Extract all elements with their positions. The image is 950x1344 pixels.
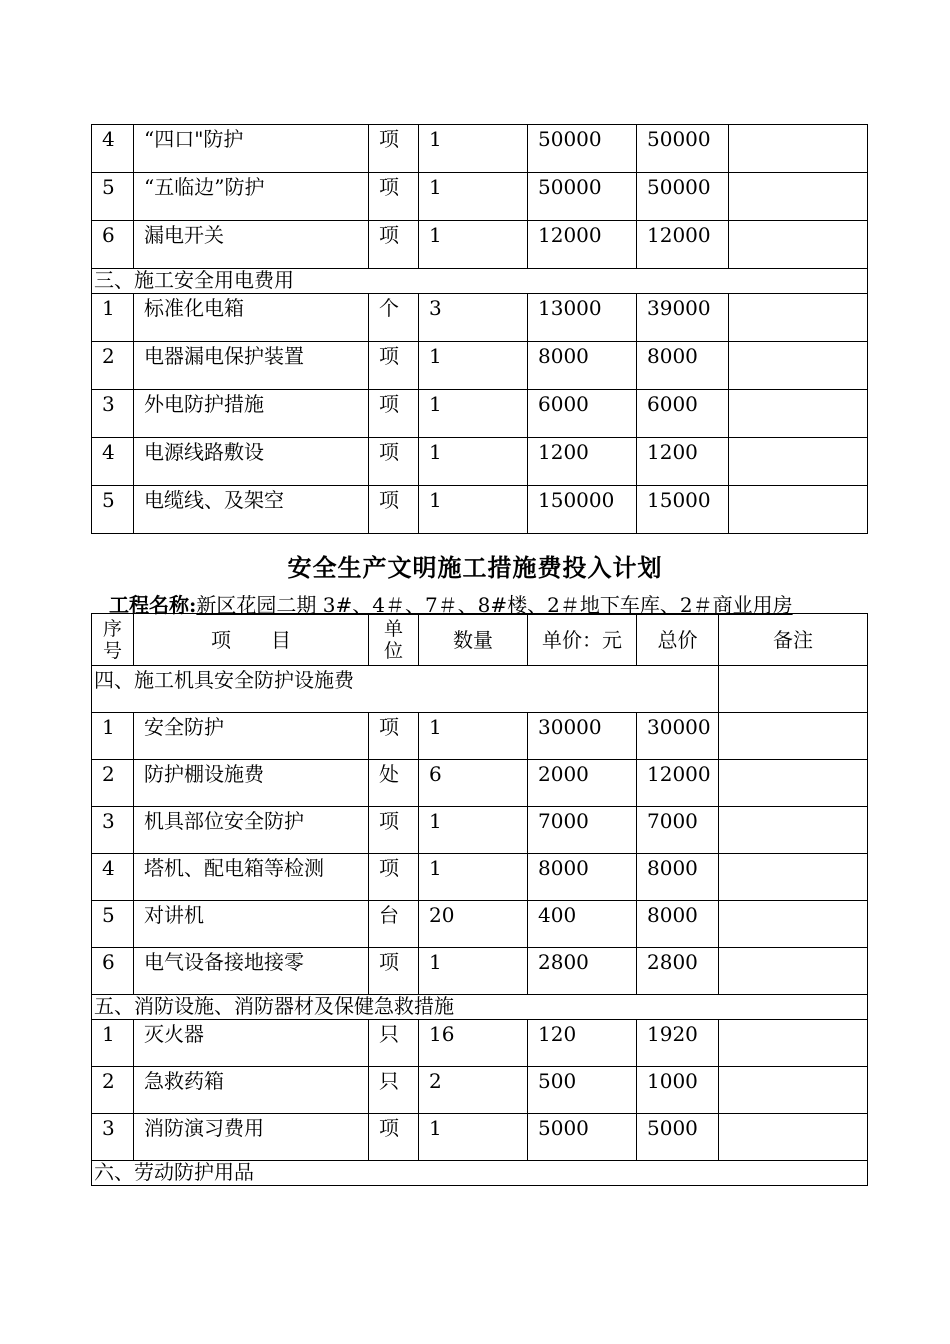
cell-unit: 项 bbox=[369, 713, 419, 760]
cell-no: 3 bbox=[92, 1114, 134, 1161]
cell-note bbox=[719, 760, 868, 807]
cell-unit: 只 bbox=[369, 1067, 419, 1114]
cell-no: 5 bbox=[92, 173, 134, 221]
cell-qty: 1 bbox=[419, 807, 528, 854]
cell-qty: 2 bbox=[419, 1067, 528, 1114]
table2-rows-b bbox=[92, 1020, 868, 1161]
cell-price: 150000 bbox=[528, 486, 637, 534]
cell-price: 5000 bbox=[528, 1114, 637, 1161]
cell-item: 标准化电箱 bbox=[134, 294, 369, 342]
cell-no: 4 bbox=[92, 854, 134, 901]
cell-total: 1920 bbox=[637, 1020, 719, 1067]
cell-unit: 项 bbox=[369, 1114, 419, 1161]
cell-no: 5 bbox=[92, 486, 134, 534]
cell-unit: 只 bbox=[369, 1020, 419, 1067]
document-title: 安全生产文明施工措施费投入计划 bbox=[287, 553, 663, 582]
table-row bbox=[92, 294, 868, 342]
cell-item: 急救药箱 bbox=[134, 1067, 369, 1114]
cell-item: 电气设备接地接零 bbox=[134, 948, 369, 995]
cell-total: 8000 bbox=[637, 901, 719, 948]
cell-unit: 项 bbox=[369, 125, 419, 173]
header-no: 序 号 bbox=[92, 614, 134, 666]
cell-total: 30000 bbox=[637, 713, 719, 760]
cell-item: 防护棚设施费 bbox=[134, 760, 369, 807]
header-qty: 数量 bbox=[419, 614, 528, 666]
cell-no: 1 bbox=[92, 1020, 134, 1067]
cell-note bbox=[729, 221, 868, 269]
cell-qty: 1 bbox=[419, 948, 528, 995]
cell-note bbox=[729, 438, 868, 486]
section-header: 五、消防设施、消防器材及保健急救措施 bbox=[92, 995, 868, 1020]
cell-qty: 1 bbox=[419, 1114, 528, 1161]
cell-note bbox=[719, 807, 868, 854]
section-header: 六、劳动防护用品 bbox=[92, 1161, 868, 1186]
table-row bbox=[92, 713, 868, 760]
cell-price: 7000 bbox=[528, 807, 637, 854]
cell-unit: 个 bbox=[369, 294, 419, 342]
cell-note bbox=[729, 486, 868, 534]
section-row bbox=[92, 666, 868, 713]
cell-item: 塔机、配电箱等检测 bbox=[134, 854, 369, 901]
cell-total: 1200 bbox=[637, 438, 729, 486]
note-cell bbox=[719, 666, 868, 713]
table-row bbox=[92, 948, 868, 995]
table-row bbox=[92, 173, 868, 221]
cell-qty: 16 bbox=[419, 1020, 528, 1067]
cell-unit: 项 bbox=[369, 807, 419, 854]
cell-price: 50000 bbox=[528, 125, 637, 173]
cell-no: 1 bbox=[92, 713, 134, 760]
table-row bbox=[92, 854, 868, 901]
cost-table-continued bbox=[91, 124, 868, 534]
header-price: 单价：元 bbox=[528, 614, 637, 666]
cell-total: 8000 bbox=[637, 342, 729, 390]
cost-table bbox=[91, 613, 868, 1186]
cell-item: 外电防护措施 bbox=[134, 390, 369, 438]
cell-note bbox=[719, 948, 868, 995]
cell-qty: 3 bbox=[419, 294, 528, 342]
cell-note bbox=[729, 125, 868, 173]
cell-price: 12000 bbox=[528, 221, 637, 269]
cell-total: 8000 bbox=[637, 854, 719, 901]
cell-no: 4 bbox=[92, 438, 134, 486]
cell-unit: 项 bbox=[369, 173, 419, 221]
cell-qty: 1 bbox=[419, 438, 528, 486]
cell-qty: 1 bbox=[419, 173, 528, 221]
table-header-row bbox=[92, 614, 868, 666]
table-row bbox=[92, 438, 868, 486]
cell-item: 安全防护 bbox=[134, 713, 369, 760]
cell-note bbox=[719, 901, 868, 948]
cell-qty: 1 bbox=[419, 125, 528, 173]
cell-price: 30000 bbox=[528, 713, 637, 760]
table-row bbox=[92, 221, 868, 269]
header-unit: 单 位 bbox=[369, 614, 419, 666]
cell-qty: 1 bbox=[419, 221, 528, 269]
table-row bbox=[92, 486, 868, 534]
cell-qty: 6 bbox=[419, 760, 528, 807]
cell-item: 灭火器 bbox=[134, 1020, 369, 1067]
cell-total: 12000 bbox=[637, 221, 729, 269]
cell-item: 对讲机 bbox=[134, 901, 369, 948]
table-row bbox=[92, 760, 868, 807]
header-total: 总价 bbox=[637, 614, 719, 666]
cell-no: 3 bbox=[92, 390, 134, 438]
cell-unit: 项 bbox=[369, 221, 419, 269]
table-row bbox=[92, 1114, 868, 1161]
cell-note bbox=[719, 1020, 868, 1067]
cell-price: 2800 bbox=[528, 948, 637, 995]
cell-item: 消防演习费用 bbox=[134, 1114, 369, 1161]
cell-item: “五临边”防护 bbox=[134, 173, 369, 221]
cell-total: 50000 bbox=[637, 173, 729, 221]
table-row bbox=[92, 390, 868, 438]
cell-note bbox=[729, 390, 868, 438]
cell-item: 漏电开关 bbox=[134, 221, 369, 269]
cell-unit: 处 bbox=[369, 760, 419, 807]
section-header: 四、施工机具安全防护设施费 bbox=[92, 666, 719, 713]
cell-no: 2 bbox=[92, 760, 134, 807]
cell-qty: 1 bbox=[419, 713, 528, 760]
cell-no: 3 bbox=[92, 807, 134, 854]
cell-total: 7000 bbox=[637, 807, 719, 854]
cell-price: 8000 bbox=[528, 342, 637, 390]
cell-note bbox=[719, 1067, 868, 1114]
cell-item: 电器漏电保护装置 bbox=[134, 342, 369, 390]
cell-price: 8000 bbox=[528, 854, 637, 901]
cell-note bbox=[719, 854, 868, 901]
table-row bbox=[92, 901, 868, 948]
cell-total: 39000 bbox=[637, 294, 729, 342]
cell-total: 2800 bbox=[637, 948, 719, 995]
cell-total: 6000 bbox=[637, 390, 729, 438]
table2-rows-a bbox=[92, 713, 868, 995]
header-note: 备注 bbox=[719, 614, 868, 666]
header-item: 项 目 bbox=[134, 614, 369, 666]
cell-unit: 项 bbox=[369, 342, 419, 390]
cell-no: 6 bbox=[92, 948, 134, 995]
cell-item: 机具部位安全防护 bbox=[134, 807, 369, 854]
cell-price: 2000 bbox=[528, 760, 637, 807]
cell-item: 电源线路敷设 bbox=[134, 438, 369, 486]
cell-note bbox=[729, 173, 868, 221]
table-row bbox=[92, 1020, 868, 1067]
cell-qty: 1 bbox=[419, 486, 528, 534]
cell-total: 5000 bbox=[637, 1114, 719, 1161]
cell-price: 6000 bbox=[528, 390, 637, 438]
cell-qty: 1 bbox=[419, 342, 528, 390]
cell-qty: 20 bbox=[419, 901, 528, 948]
cell-no: 6 bbox=[92, 221, 134, 269]
table-row bbox=[92, 342, 868, 390]
cell-unit: 项 bbox=[369, 390, 419, 438]
table-row bbox=[92, 807, 868, 854]
project-value: 新区花园二期 3#、4＃、7＃、8#楼、2＃地下车库、2＃商业用房 bbox=[196, 593, 793, 617]
cell-total: 15000 bbox=[637, 486, 729, 534]
cell-qty: 1 bbox=[419, 390, 528, 438]
cell-price: 500 bbox=[528, 1067, 637, 1114]
cell-qty: 1 bbox=[419, 854, 528, 901]
table-row bbox=[92, 125, 868, 173]
cell-unit: 项 bbox=[369, 854, 419, 901]
project-label: 工程名称: bbox=[109, 593, 197, 617]
cell-no: 5 bbox=[92, 901, 134, 948]
cell-item: 电缆线、及架空 bbox=[134, 486, 369, 534]
cell-price: 1200 bbox=[528, 438, 637, 486]
cell-note bbox=[729, 294, 868, 342]
cell-price: 13000 bbox=[528, 294, 637, 342]
cell-unit: 项 bbox=[369, 438, 419, 486]
cell-total: 50000 bbox=[637, 125, 729, 173]
cell-unit: 台 bbox=[369, 901, 419, 948]
cell-price: 120 bbox=[528, 1020, 637, 1067]
cell-note bbox=[719, 1114, 868, 1161]
cell-price: 50000 bbox=[528, 173, 637, 221]
cell-no: 1 bbox=[92, 294, 134, 342]
cell-note bbox=[719, 713, 868, 760]
cell-total: 1000 bbox=[637, 1067, 719, 1114]
cell-note bbox=[729, 342, 868, 390]
table1-rows-a bbox=[92, 125, 868, 269]
cell-no: 4 bbox=[92, 125, 134, 173]
cell-item: “四口"防护 bbox=[134, 125, 369, 173]
cell-no: 2 bbox=[92, 1067, 134, 1114]
cell-no: 2 bbox=[92, 342, 134, 390]
cell-unit: 项 bbox=[369, 948, 419, 995]
cell-total: 12000 bbox=[637, 760, 719, 807]
cell-unit: 项 bbox=[369, 486, 419, 534]
table1-rows-b bbox=[92, 294, 868, 534]
section-header: 三、施工安全用电费用 bbox=[92, 269, 868, 294]
table-row bbox=[92, 1067, 868, 1114]
cell-price: 400 bbox=[528, 901, 637, 948]
